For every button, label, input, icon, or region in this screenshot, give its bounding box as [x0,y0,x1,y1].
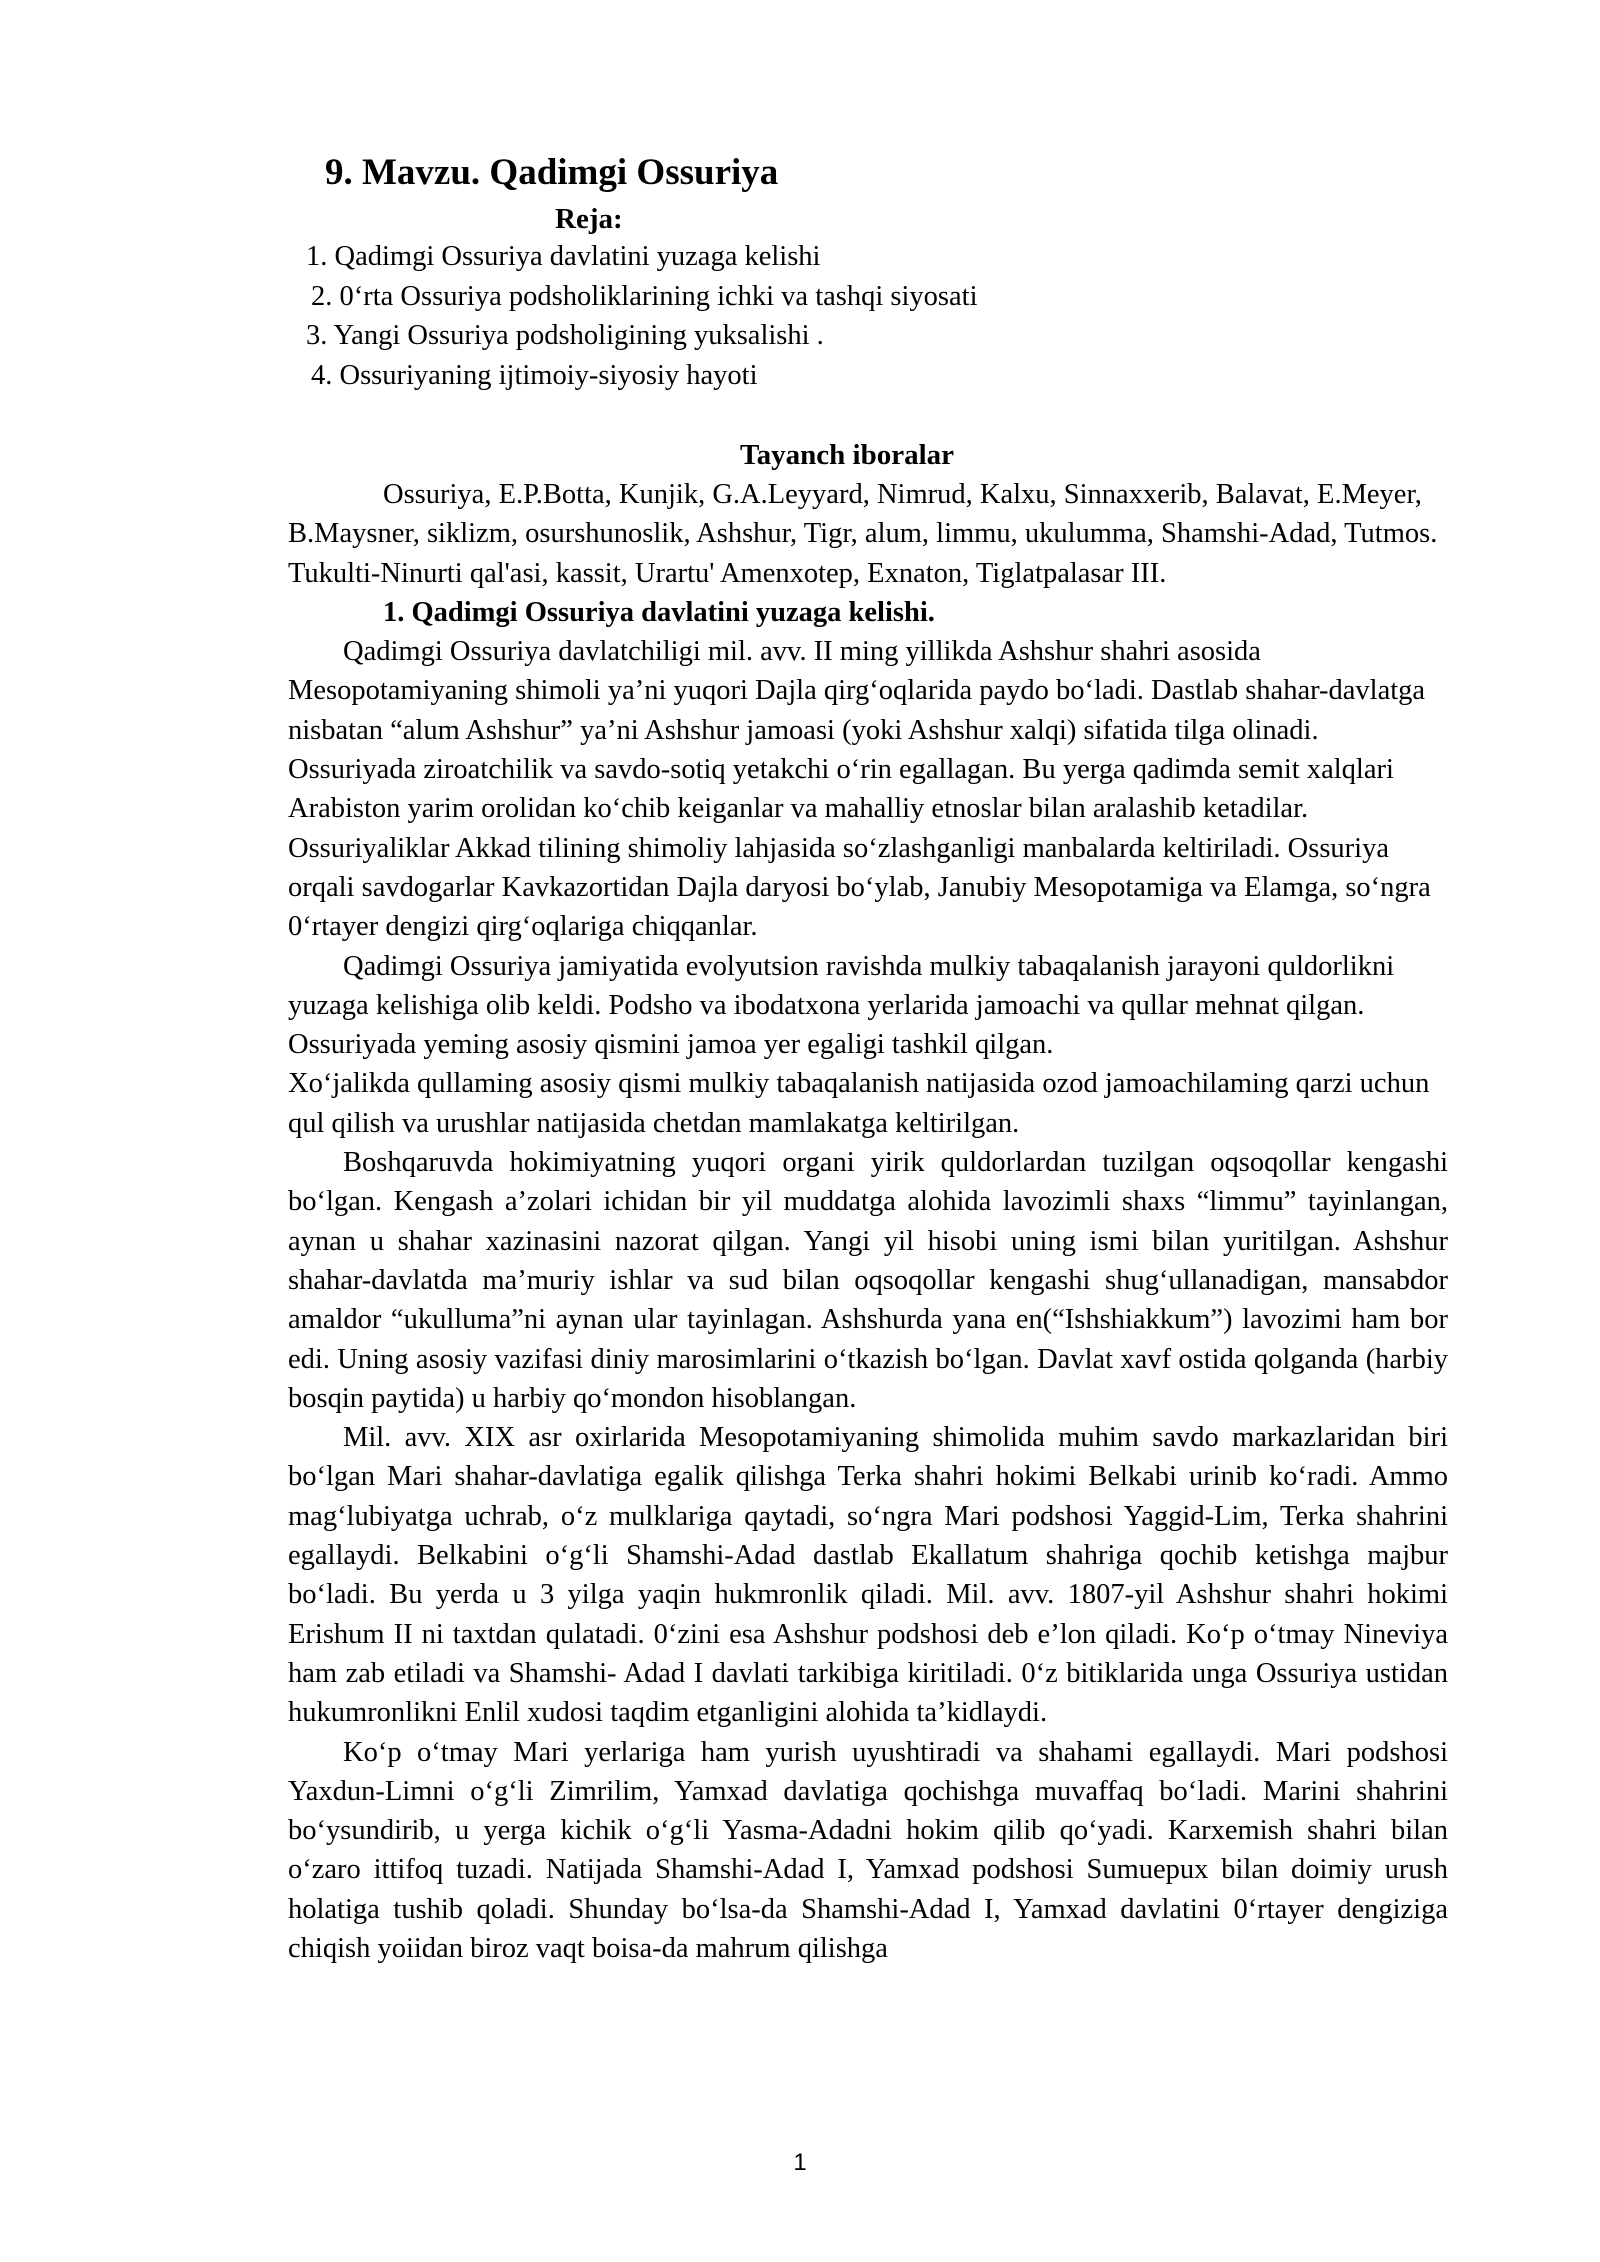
paragraph: Xo‘jalikda qullaming asosiy qismi mulkiy tabaqalanish natijasida ozod jamoachilaming qarzi uchun qul qilish va urushlar natijasida chetdan mamlakatga keltirilgan. [288,1068,1430,1139]
paragraph: Boshqaruvda hokimiyatning yuqori organi yirik quldorlardan tuzilgan oqsoqollar kengashi bo‘lgan. Kengash a’zolari ichidan bir yil muddatga alohida lavozimli shaxs “limmu” tayinlangan, aynan u shahar xazinasini nazorat qilgan. Yangi yil hisobi uning ismi bilan yuritilgan. Ashshur shahar-davlatda ma’muriy ishlar va sud bilan oqsoqollar kengashi shug‘ullanadigan, mansabdor amaldor “ukulluma”ni aynan ular tayinlagan. Ashshurda yana en(“Ishshiakkum”) lavozimi ham bor edi. Uning asosiy vazifasi diniy marosimlarini o‘tkazish bo‘lgan. Davlat xavf ostida qolganda (harbiy bosqin paytida) u harbiy qo‘mondon hisoblangan. [288,1147,1448,1414]
plan-list [306,237,978,395]
paragraph: Mil. avv. XIX asr oxirlarida Mesopotamiyaning shimolida muhim savdo markazlaridan biri bo‘lgan Mari shahar-davlatiga egalik qilishga Terka shahri hokimi Belkabi urinib ko‘radi. Ammo mag‘lubiyatga uchrab, o‘z mulklariga qaytadi, so‘ngra Mari podshosi Yaggid-Lim, Terka shahrini egallaydi. Belkabini o‘g‘li Shamshi-Adad dastlab Ekallatum shahriga qochib ketishga majbur bo‘ladi. Bu yerda u 3 yilga yaqin hukmronlik qiladi. Mil. avv. 1807-yil Ashshur shahri hokimi Erishum II ni taxtdan qulatadi. 0‘zini esa Ashshur podshosi deb e’lon qiladi. Ko‘p o‘tmay Nineviya ham zab etiladi va Shamshi- Adad I davlati tarkibiga kiritiladi. 0‘z bitiklarida unga Ossuriya ustidan hukumronlikni Enlil xudosi taqdim etganligini alohida ta’kidlaydi. [288,1422,1448,1729]
page-title: 9. Mavzu. Qadimgi Ossuriya [325,152,779,193]
keywords-heading: Tayanch iboralar [740,439,955,471]
page-number: 1 [793,2149,807,2176]
plan-item: 1. Qadimgi Ossuriya davlatini yuzaga kelishi [306,241,821,272]
plan-item: 3. Yangi Ossuriya podsholigining yuksalishi . [306,320,824,351]
plan-heading: Reja: [555,203,623,235]
paragraph: Ko‘p o‘tmay Mari yerlariga ham yurish uyushtiradi va shahami egallaydi. Mari podshosi Yaxdun-Limni o‘g‘li Zimrilim, Yamxad davlatiga qochishga muvaffaq bo‘ladi. Marini shahrini bo‘ysundirib, u yerga kichik o‘g‘li Yasma-Adadni hokim qilib qo‘yadi. Karxemish shahri bilan o‘zaro ittifoq tuzadi. Natijada Shamshi-Adad I, Yamxad podshosi Sumuepux bilan doimiy urush holatiga tushib qoladi. Shunday bo‘lsa-da Shamshi-Adad I, Yamxad davlatini 0‘rtayer dengiziga chiqish yoiidan biroz vaqt boisa-da mahrum qilishga [288,1736,1448,1964]
section-heading: 1. Qadimgi Ossuriya davlatini yuzaga kelishi. [383,596,935,628]
plan-item: 2. 0‘rta Ossuriya podsholiklarining ichki va tashqi siyosati [311,280,978,312]
paragraph: Qadimgi Ossuriya davlatchiligi mil. avv. II ming yillikda Ashshur shahri asosida Mesopotamiyaning shimoli ya’ni yuqori Dajla qirg‘oqlarida paydo bo‘ladi. Dastlab shahar-davlatga nisbatan “alum Ashshur” ya’ni Ashshur jamoasi (yoki Ashshur xalqi) sifatida tilga olinadi. Ossuriyada ziroatchilik va savdo-sotiq yetakchi o‘rin egallagan. Bu yerga qadimda semit xalqlari Arabiston yarim orolidan ko‘chib keiganlar va mahalliy etnoslar bilan aralashib ketadilar. Ossuriyaliklar Akkad tilining shimoliy lahjasida so‘zlashganligi manbalarda keltiriladi. Ossuriya orqali savdogarlar Kavkazortidan Dajla daryosi bo‘ylab, Janubiy Mesopotamiga va Elamga, so‘ngra 0‘rtayer dengizi qirg‘oqlariga chiqqanlar. [288,636,1431,943]
paragraph: Qadimgi Ossuriya jamiyatida evolyutsion ravishda mulkiy tabaqalanish jarayoni quldorlikni yuzaga kelishiga olib keldi. Podsho va ibodatxona yerlarida jamoachi va qullar mehnat qilgan. Ossuriyada yeming asosiy qismini jamoa yer egaligi tashkil qilgan. [288,950,1395,1061]
body-text [288,475,1448,1968]
keywords-paragraph: Ossuriya, E.P.Botta, Kunjik, G.A.Leyyard, Nimrud, Kalxu, Sinnaxxerib, Balavat, E.Meyer, B.Maysner, siklizm, osurshunoslik, Ashshur, Tigr, alum, limmu, ukulumma, Shamshi-Adad, Tutmos. Tukulti-Ninurti qal'asi, kassit, Urartu' Amenxotep, Exnaton, Tiglatpalasar III. [288,479,1438,589]
plan-item: 4. Ossuriyaning ijtimoiy-siyosiy hayoti [311,359,758,391]
